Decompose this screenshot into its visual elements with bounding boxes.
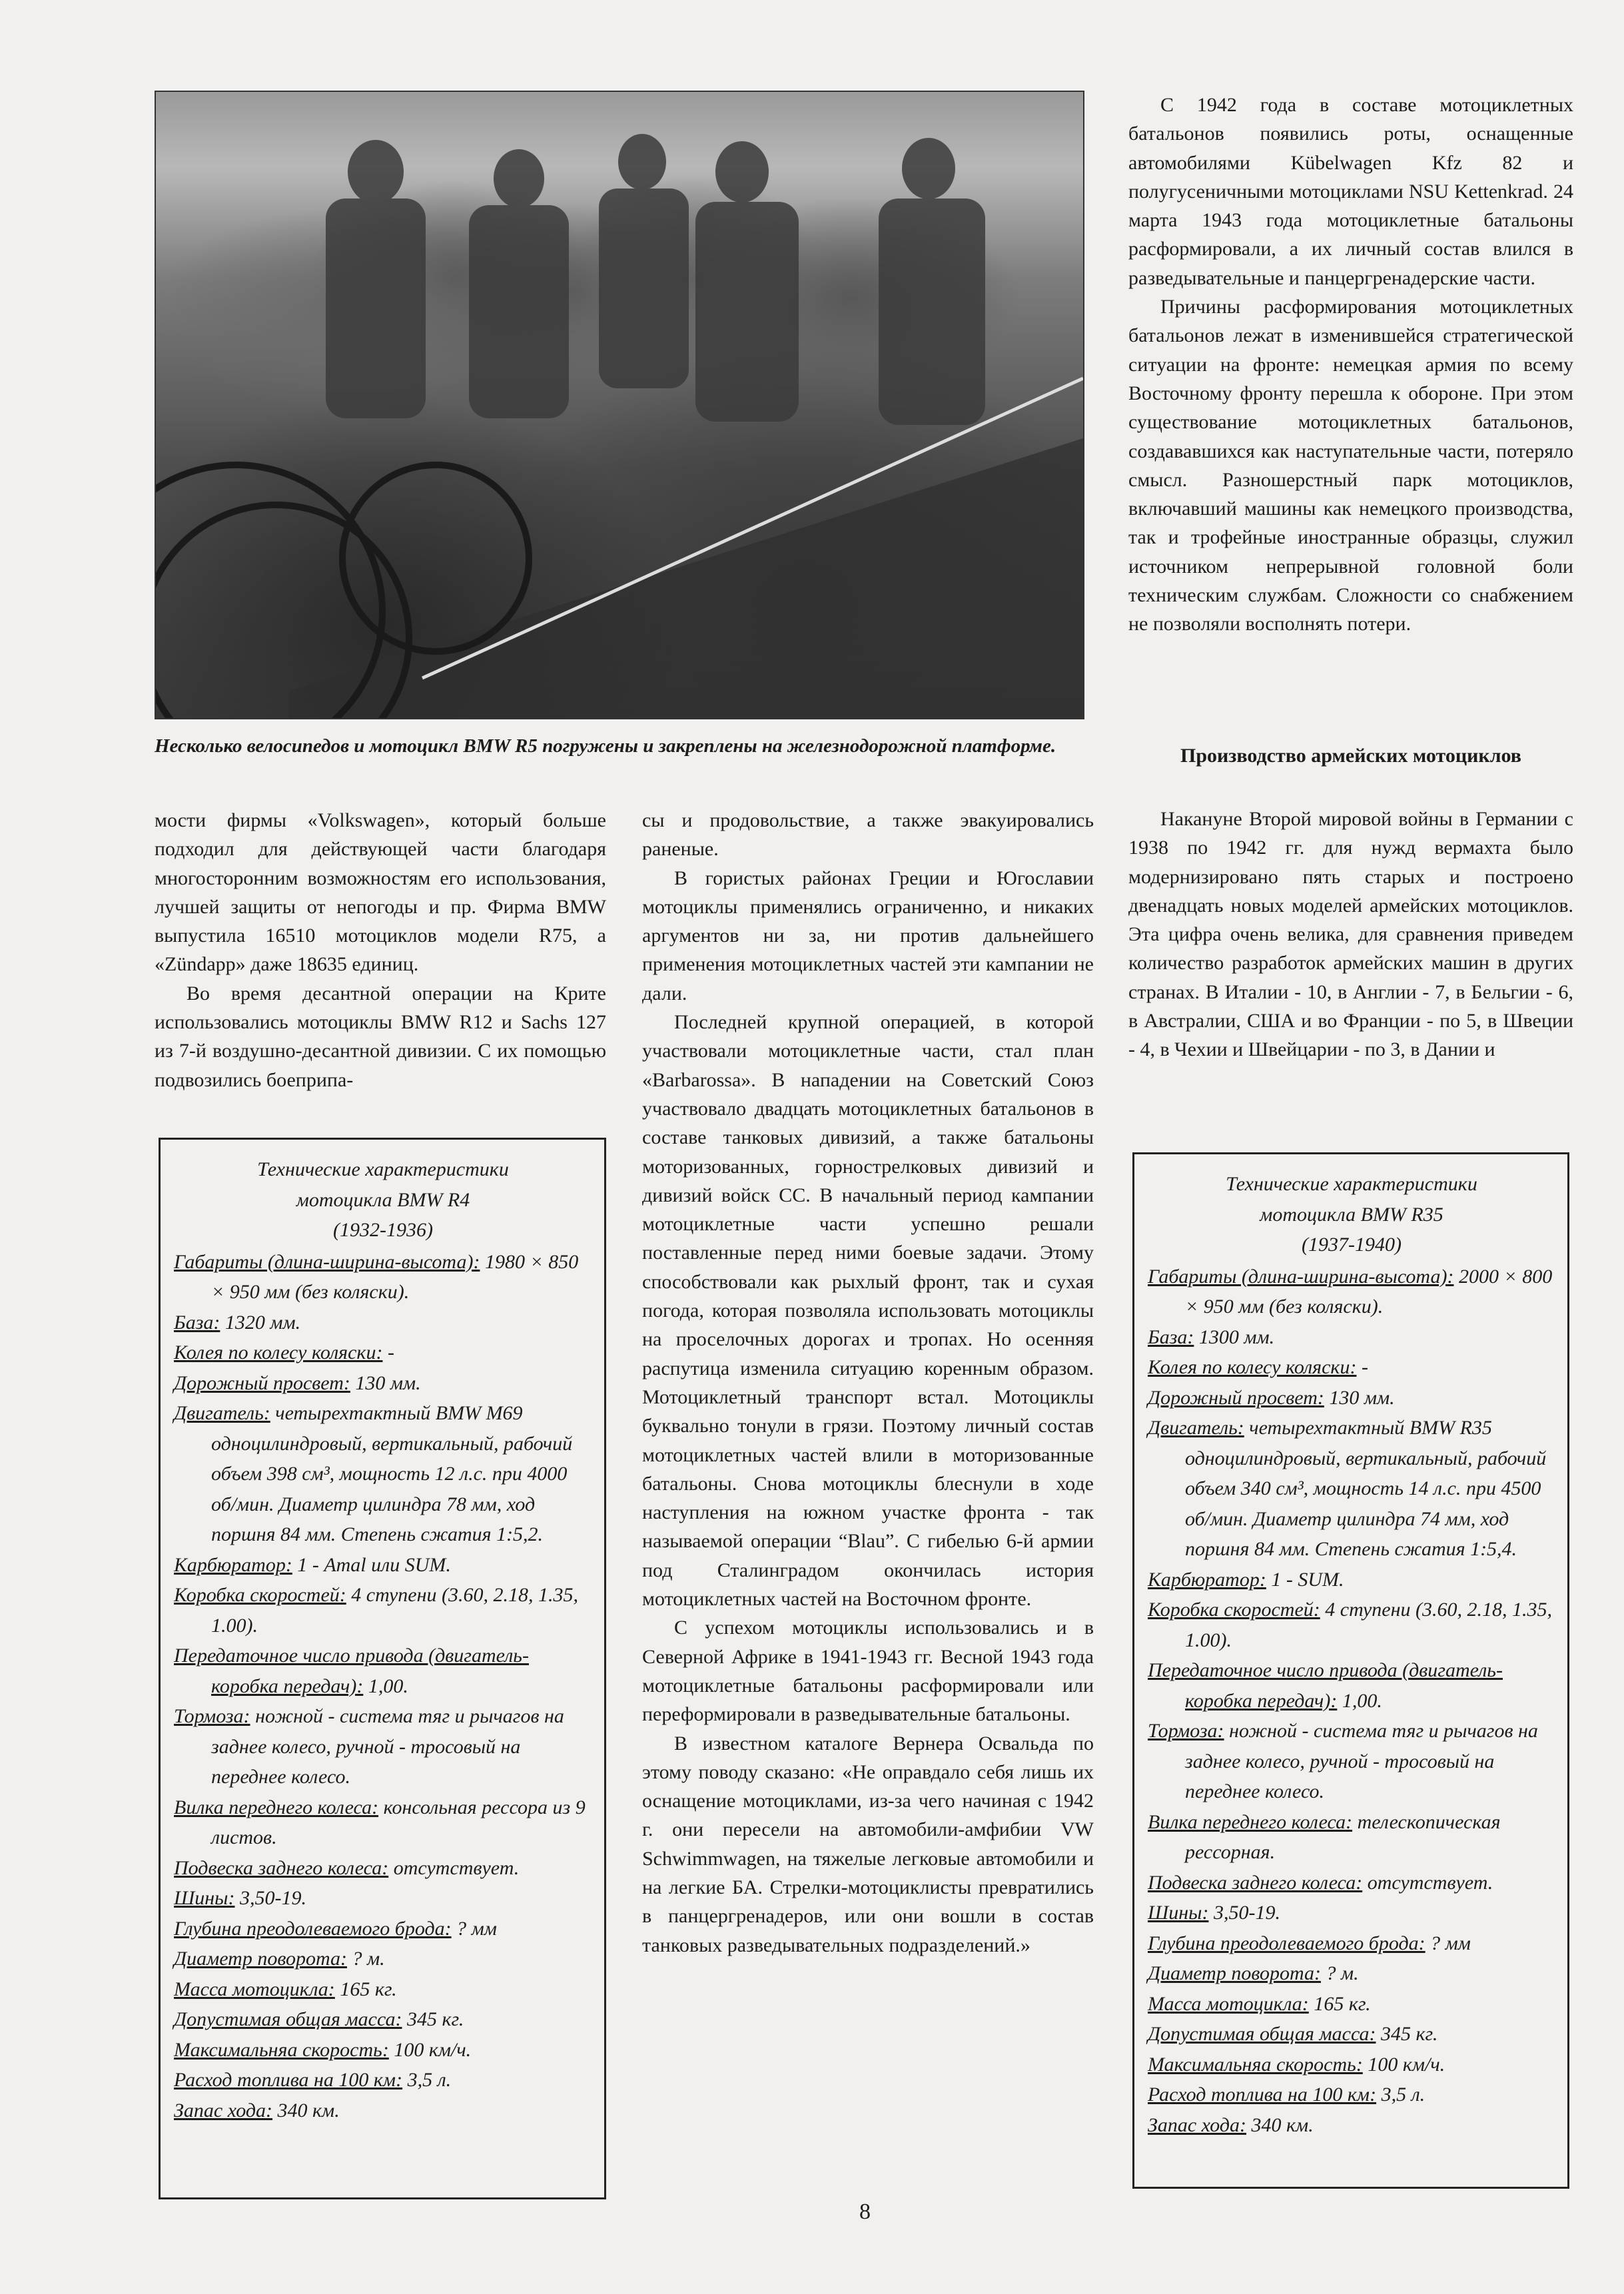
spec-value: 4 ступени (3.60, 2.18, 1.35, 1.00). <box>1185 1599 1552 1651</box>
text-column-2 <box>642 806 1094 1960</box>
spec-row <box>1148 1989 1555 2020</box>
spec-row <box>174 1944 592 1974</box>
spec-label: Колея по колесу коляски: <box>1148 1356 1357 1378</box>
photo-caption: Несколько велосипедов и мотоцикл BMW R5 погружены и закреплены на железнодорожной платформе. <box>155 735 1056 757</box>
paragraph: В гористых районах Греции и Югославии мотоциклы применялись ограниченно, и никаких аргументов ни за, ни против дальнейшего применения мотоциклетных частей эти кампании не дали. <box>642 867 1094 1004</box>
spec-value: 340 км. <box>1246 2113 1314 2136</box>
text-column-1 <box>155 806 606 1094</box>
spec-label: Запас хода: <box>1148 2113 1247 2136</box>
spec-value: 165 кг. <box>334 1978 397 2000</box>
spec-row <box>1148 1322 1555 1353</box>
spec-row <box>174 1974 592 2005</box>
spec-row <box>174 1914 592 1944</box>
spec-label: Колея по колесу коляски: <box>174 1341 383 1363</box>
spec-value: телескопическая рессорная. <box>1185 1810 1501 1863</box>
spec-label: Диаметр поворота: <box>1148 1962 1321 1984</box>
spec-title-line: (1937-1940) <box>1302 1234 1402 1256</box>
spec-title <box>1148 1169 1555 1260</box>
spec-row <box>174 2004 592 2035</box>
spec-row <box>174 2065 592 2096</box>
spec-row <box>174 1853 592 1884</box>
spec-row <box>174 1368 592 1399</box>
spec-value: консольная рессора из 9 листов. <box>211 1796 586 1848</box>
spec-row <box>174 1247 592 1308</box>
spec-value: 130 мм. <box>350 1371 421 1394</box>
spec-label: Передаточное число привода (двигатель-коробка передач): <box>1148 1659 1503 1712</box>
spec-label: Карбюратор: <box>174 1553 292 1576</box>
spec-value: 3,5 л. <box>1376 2084 1425 2105</box>
spec-row <box>1148 2019 1555 2050</box>
spec-row <box>1148 1807 1555 1868</box>
photo-soldiers-motorcycle <box>155 91 1084 719</box>
spec-value: четырехтактный BMW M69 одноцилиндровый, вертикальный, рабочий объем 398 см³, мощность 12 л.с. при 4000 об/мин. Диаметр цилиндра 78 мм, ход поршня 84 мм. Степень сжатия 1:5,2. <box>211 1402 573 1545</box>
spec-label: Карбюратор: <box>1148 1568 1266 1591</box>
spec-value: 100 км/ч. <box>1362 2053 1445 2076</box>
spec-row <box>1148 1958 1555 1989</box>
paragraph: С успехом мотоциклы использовались и в Северной Африке в 1941-1943 гг. Весной 1943 года мотоциклетные батальоны расформировали или переформировали в разведывательные батальоны. <box>642 1617 1094 1726</box>
spec-row <box>1148 1655 1555 1716</box>
spec-value: отсутствует. <box>388 1856 520 1879</box>
spec-row <box>174 1338 592 1368</box>
paragraph: С 1942 года в составе мотоциклетных батальонов появились роты, оснащенные автомобилями Kübelwagen Kfz 82 и полугусеничными мотоциклами NSU Kettenkrad. 24 марта 1943 года мотоциклетные батальоны расформировали, а их личный состав влился в разведывательные и панцергренадерские части. <box>1128 94 1573 289</box>
spec-value: - <box>382 1341 394 1363</box>
spec-label: Диаметр поворота: <box>174 1948 347 1970</box>
paragraph: Во время десантной операции на Крите использовались мотоциклы BMW R12 и Sachs 127 из 7-й воздушно-десантной дивизии. С их помощью подвозились боеприпа- <box>155 982 606 1091</box>
spec-label: Передаточное число привода (двигатель-коробка передач): <box>174 1645 529 1697</box>
spec-value: 340 км. <box>272 2099 340 2121</box>
spec-row <box>174 1701 592 1792</box>
spec-row <box>1148 2110 1555 2141</box>
spec-label: Расход топлива на 100 км: <box>174 2069 403 2091</box>
spec-title-line: Технические характеристики <box>257 1158 509 1180</box>
spec-label: Допустимая общая масса: <box>1148 2023 1376 2045</box>
spec-label: Глубина преодолеваемого брода: <box>1148 1932 1425 1954</box>
spec-label: Тормоза: <box>174 1705 250 1727</box>
spec-title <box>174 1154 592 1246</box>
spec-value: 130 мм. <box>1324 1386 1395 1409</box>
spec-value: - <box>1356 1356 1368 1378</box>
spec-row <box>174 2096 592 2126</box>
spec-value: отсутствует. <box>1362 1871 1493 1894</box>
spec-label: Допустимая общая масса: <box>174 2008 402 2030</box>
spec-label: База: <box>174 1311 220 1334</box>
spec-value: 1,00. <box>363 1675 408 1697</box>
spec-label: База: <box>1148 1326 1194 1348</box>
paragraph: Последней крупной операцией, в которой участвовали мотоциклетные части, стал план «Barbarossa». В нападении на Советский Союз участвовало двадцать мотоциклетных батальонов в составе танковых дивизий, а также батальоны моторизованных, горнострелковых дивизий и дивизий войск СС. В начальный период кампании мотоциклетные части успешно решали поставленные перед ними боевые задачи. Этому способствовали как рыхлый фронт, так и сухая погода, которая позволяла использовать мотоциклы на проселочных дорогах и тропах. Но осенняя распутица изменила ситуацию коренным образом. Мотоциклетный транспорт встал. Мотоциклы буквально тонули в грязи. Поэтому личный состав мотоциклетных частей влили в моторизованные батальоны. Снова мотоциклы блеснули в ходе наступления на южном участке фронта - так называемой операции “Blau”. С гибелью 6-й армии под Сталинградом окончилась история мотоциклетных частей на Восточном фронте. <box>642 1011 1094 1611</box>
spec-label: Дорожный просвет: <box>1148 1386 1324 1409</box>
spec-value: 2000 × 800 × 950 мм (без коляски). <box>1185 1265 1553 1318</box>
spec-label: Габариты (длина-ширина-высота): <box>174 1250 480 1273</box>
spec-title-line: Технические характеристики <box>1226 1173 1477 1195</box>
spec-value: ножной - система тяг и рычагов на заднее колесо, ручной - тросовый на переднее колесо. <box>1185 1720 1538 1802</box>
spec-row <box>174 1580 592 1641</box>
spec-row <box>1148 1898 1555 1928</box>
spec-row <box>1148 1565 1555 1595</box>
spec-label: Максимальняа скорость: <box>1148 2053 1363 2076</box>
spec-value: ножной - система тяг и рычагов на заднее колесо, ручной - тросовый на переднее колесо. <box>211 1705 564 1788</box>
spec-value: 1980 × 850 × 950 мм (без коляски). <box>211 1250 579 1303</box>
spec-value: 3,5 л. <box>402 2069 452 2091</box>
photo-icon <box>156 92 1083 718</box>
spec-value: 345 кг. <box>402 2008 464 2030</box>
spec-row <box>1148 1262 1555 1322</box>
spec-label: Подвеска заднего колеса: <box>174 1856 389 1879</box>
spec-value: ? мм <box>1425 1932 1471 1954</box>
spec-title-line: (1932-1936) <box>333 1219 433 1241</box>
text-column-3-continued <box>1128 805 1573 1064</box>
spec-title-line: мотоцикла BMW R4 <box>296 1188 470 1211</box>
spec-label: Масса мотоцикла: <box>174 1978 335 2000</box>
spec-label: Запас хода: <box>174 2099 273 2121</box>
spec-label: Вилка переднего колеса: <box>174 1796 379 1818</box>
spec-value: ? м. <box>1320 1962 1359 1984</box>
spec-row <box>174 1883 592 1914</box>
spec-row <box>1148 1383 1555 1413</box>
spec-row <box>174 1398 592 1550</box>
spec-label: Габариты (длина-ширина-высота): <box>1148 1265 1454 1288</box>
page-number: 8 <box>859 2199 871 2224</box>
spec-label: Шины: <box>174 1887 235 1909</box>
section-heading: Производство армейских мотоциклов <box>1180 745 1521 767</box>
spec-value: ? м. <box>346 1948 385 1970</box>
spec-label: Коробка скоростей: <box>174 1584 346 1606</box>
paragraph: В известном каталоге Вернера Освальда по этому поводу сказано: «Не оправдало себя лишь их оснащение мотоциклами, из-за чего начиная с 1942 г. они пересели на автомобили-амфибии VW Schwimmwagen, на тяжелые легковые автомобили и на легкие БА. Стрелки-мотоциклисты превратились в панцергренадеров, или они вошли в состав танковых разведывательных подразделений.» <box>642 1732 1094 1956</box>
spec-row <box>1148 2050 1555 2080</box>
spec-row <box>174 2035 592 2066</box>
spec-label: Масса мотоцикла: <box>1148 1992 1309 2015</box>
paragraph: сы и продовольствие, а также эвакуировались раненые. <box>642 809 1094 861</box>
spec-title-line: мотоцикла BMW R35 <box>1260 1203 1443 1226</box>
spec-row <box>1148 2080 1555 2110</box>
spec-box-bmw-r4 <box>159 1138 606 2199</box>
spec-value: ? мм <box>451 1917 497 1940</box>
spec-value: 3,50-19. <box>1208 1902 1280 1924</box>
spec-row <box>174 1792 592 1853</box>
spec-row <box>174 1550 592 1581</box>
spec-value: 1300 мм. <box>1194 1326 1275 1348</box>
spec-value: четырехтактный BMW R35 одноцилиндровый, вертикальный, рабочий объем 340 см³, мощность 14 л.с. при 4500 об/мин. Диаметр цилиндра 74 мм, ход поршня 84 мм. Степень сжатия 1:5,4. <box>1185 1417 1547 1560</box>
spec-row <box>1148 1413 1555 1565</box>
spec-value: 1320 мм. <box>220 1311 301 1334</box>
spec-value: 1 - SUM. <box>1266 1568 1344 1591</box>
text-column-3 <box>1128 91 1573 639</box>
spec-box-bmw-r35 <box>1132 1152 1569 2189</box>
spec-value: 3,50-19. <box>234 1887 306 1909</box>
spec-row <box>1148 1595 1555 1655</box>
spec-value: 1 - Amal или SUM. <box>292 1553 451 1576</box>
spec-label: Тормоза: <box>1148 1720 1224 1742</box>
spec-row <box>174 1641 592 1701</box>
spec-row <box>1148 1868 1555 1898</box>
spec-label: Дорожный просвет: <box>174 1371 350 1394</box>
spec-label: Глубина преодолеваемого брода: <box>174 1917 452 1940</box>
spec-row <box>174 1308 592 1338</box>
spec-label: Подвеска заднего колеса: <box>1148 1871 1363 1894</box>
spec-value: 100 км/ч. <box>388 2038 472 2061</box>
spec-value: 1,00. <box>1337 1689 1382 1712</box>
spec-value: 345 кг. <box>1376 2023 1438 2045</box>
paragraph: Накануне Второй мировой войны в Германии с 1938 по 1942 гг. для нужд вермахта было модернизировано пять старых и построено двенадцать новых моделей армейских мотоциклов. Эта цифра очень велика, для сравнения приведем количество разработок армейских машин в других странах. В Италии - 10, в Англии - 7, в Бельгии - 6, в Австралии, США и во Франции - по 5, в Швеции - 4, в Чехии и Швейцарии - по 3, в Дании и <box>1128 808 1573 1061</box>
paragraph: Причины расформирования мотоциклетных батальонов лежат в изменившейся стратегической ситуации на фронте: немецкая армия по всему Восточному фронту перешла к обороне. При этом существование мотоциклетных батальонов, создававшихся как наступательные части, потеряло смысл. Разношерстный парк мотоциклов, включавший машины как немецкого производства, так и трофейные иностранные образцы, служил источником непрерывной головной боли техническим службам. Сложности со снабжением не позволяли восполнять потери. <box>1128 296 1573 635</box>
spec-row <box>1148 1352 1555 1383</box>
spec-label: Шины: <box>1148 1902 1209 1924</box>
spec-label: Максимальняа скорость: <box>174 2038 389 2061</box>
paragraph: мости фирмы «Volkswagen», который больше подходил для действующей части благодаря многосторонним возможностям его использования, лучшей защиты от непогоды и пр. Фирма BMW выпустила 16510 мотоциклов модели R75, а «Zündapp» даже 18635 единиц. <box>155 809 606 976</box>
spec-value: 4 ступени (3.60, 2.18, 1.35, 1.00). <box>211 1584 578 1637</box>
spec-label: Вилка переднего колеса: <box>1148 1810 1353 1833</box>
spec-label: Коробка скоростей: <box>1148 1599 1320 1621</box>
spec-value: 165 кг. <box>1308 1992 1371 2015</box>
spec-row <box>1148 1928 1555 1959</box>
spec-label: Двигатель: <box>1148 1417 1244 1439</box>
spec-label: Двигатель: <box>174 1402 270 1424</box>
spec-label: Расход топлива на 100 км: <box>1148 2084 1377 2105</box>
spec-row <box>1148 1716 1555 1807</box>
